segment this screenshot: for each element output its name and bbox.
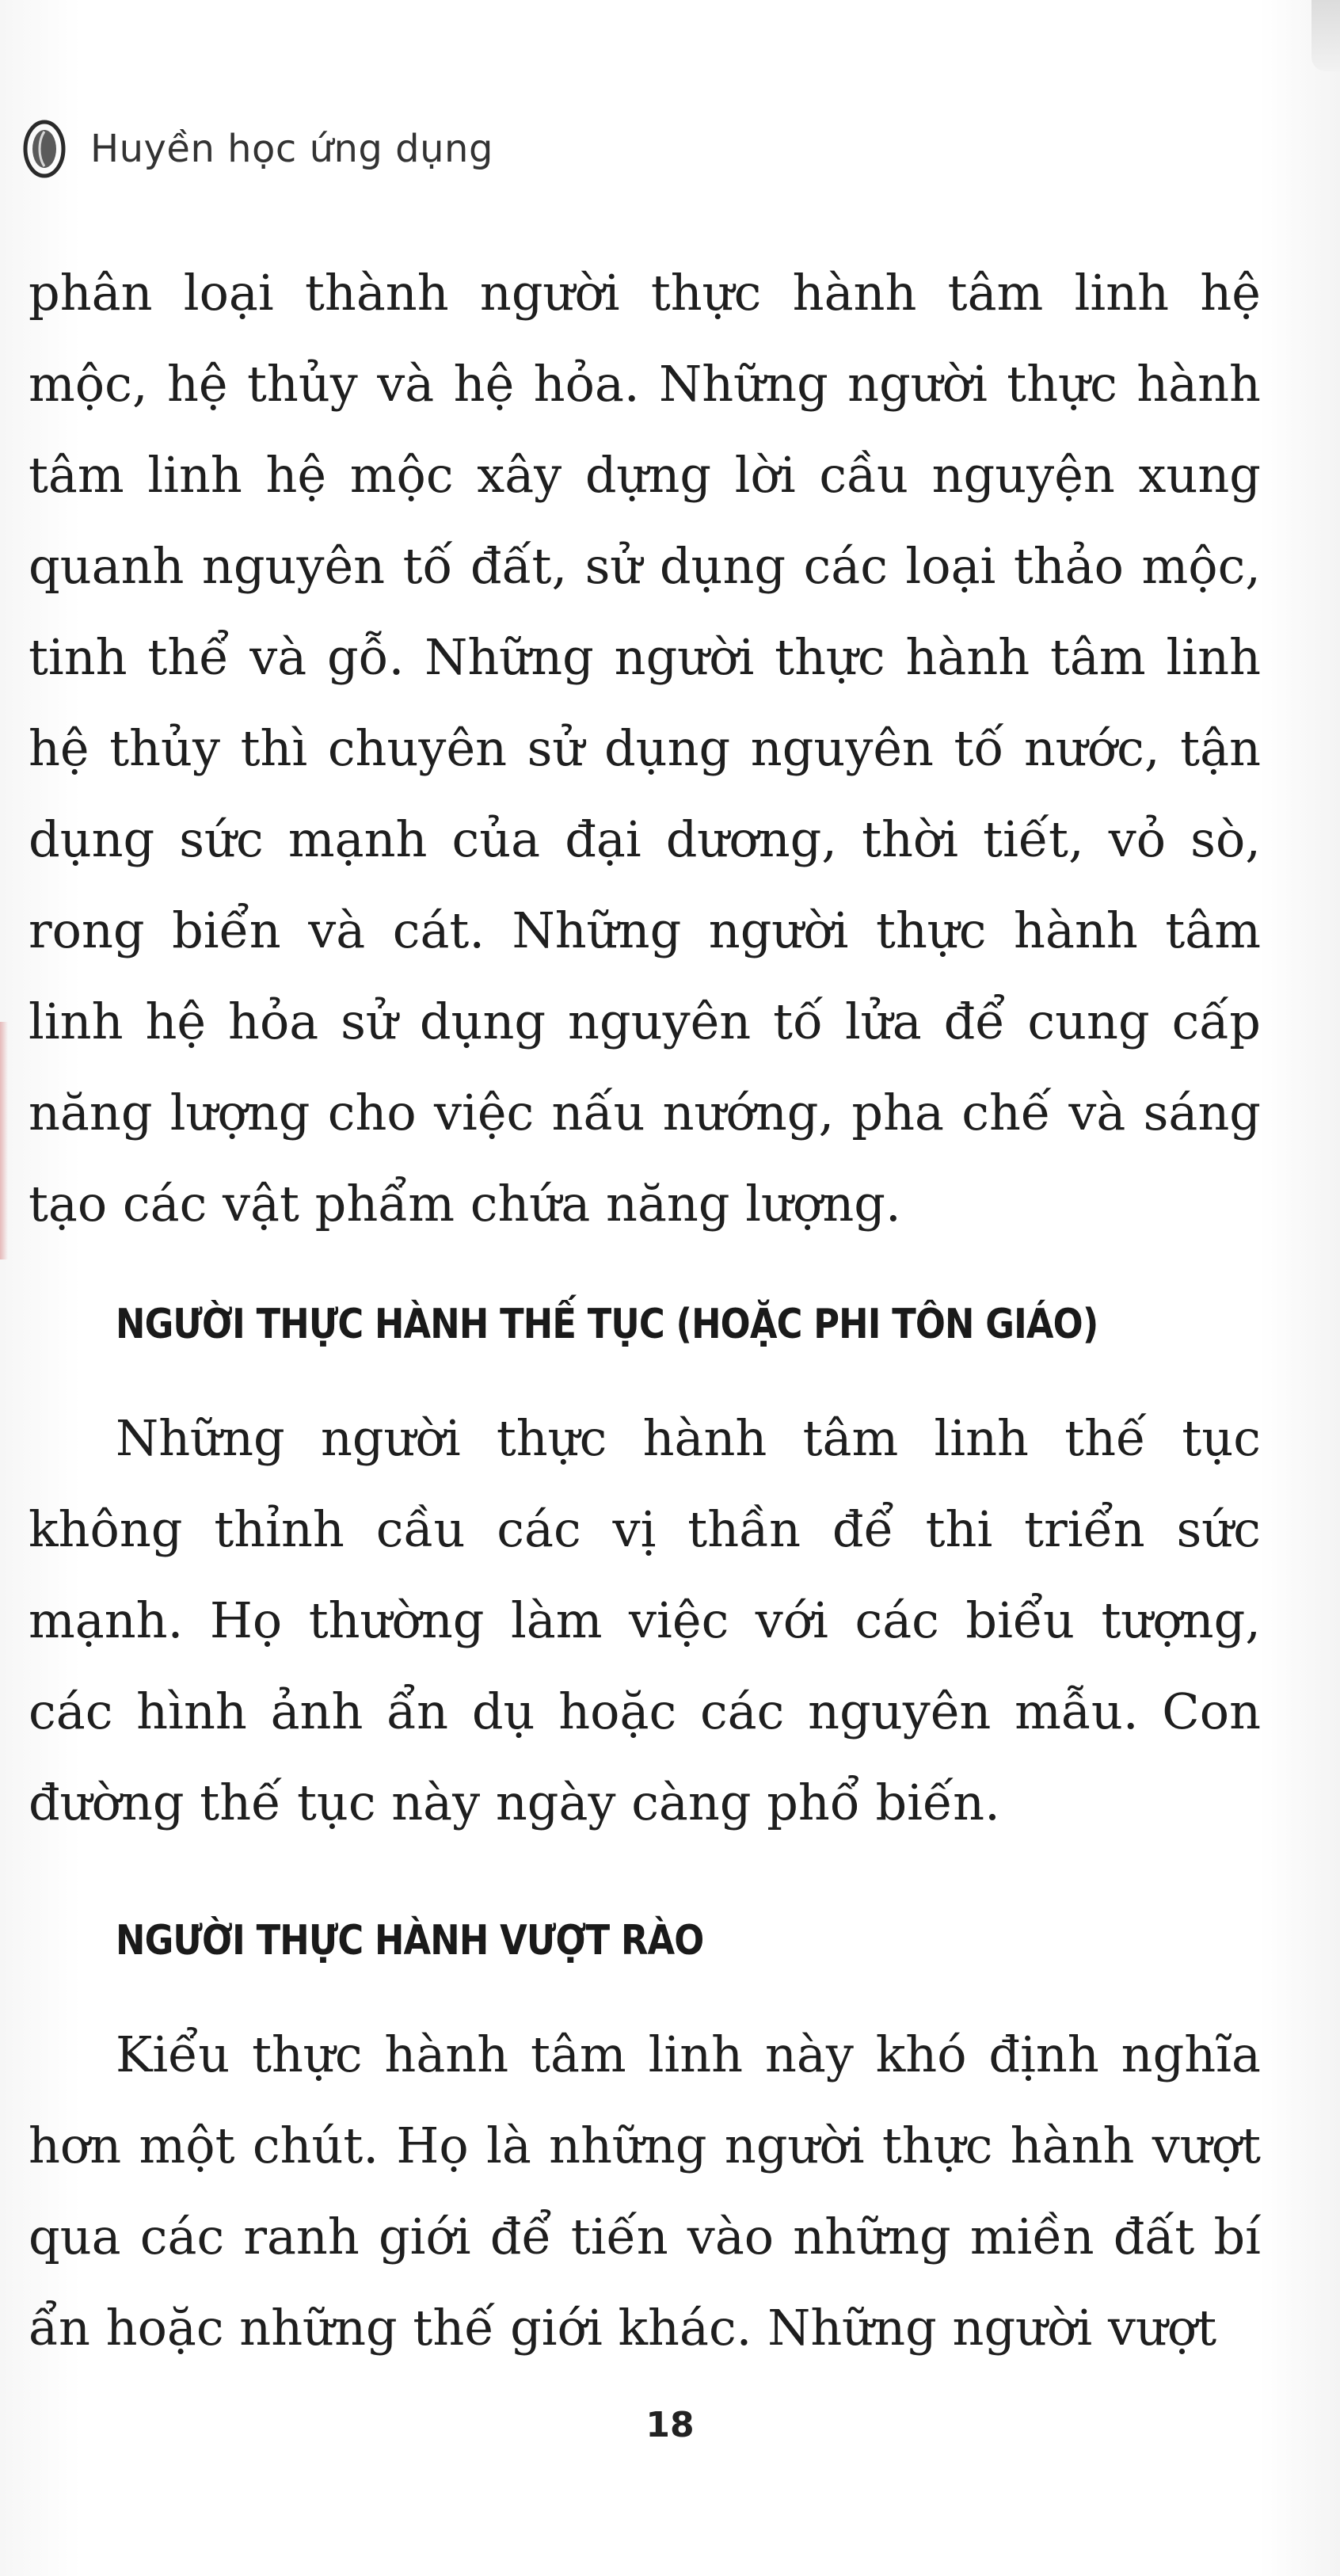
- body-paragraph: Kiểu thực hành tâm linh này khó định nghĩa hơn một chút. Họ là những người thực hành vượt qua các ranh giới để tiến vào những miền đất bí ẩn hoặc những thế giới khác. Những người vượt: [29, 2025, 1261, 2357]
- page-corner-shadow: [1311, 0, 1340, 71]
- running-header: [22, 119, 493, 179]
- body-paragraph: phân loại thành người thực hành tâm linh hệ mộc, hệ thủy và hệ hỏa. Những người thực hành tâm linh hệ mộc xây dựng lời cầu nguyện xung quanh nguyên tố đất, sử dụng các loại thảo mộc, tinh thể và gỗ. Những người thực hành tâm linh hệ thủy thì chuyên sử dụng nguyên tố nước, tận dụng sức mạnh của đại dương, thời tiết, vỏ sò, rong biển và cát. Những người thực hành tâm linh hệ hỏa sử dụng nguyên tố lửa để cung cấp năng lượng cho việc nấu nướng, pha chế và sáng tạo các vật phẩm chứa năng lượng.: [29, 264, 1261, 1233]
- page-edge-tint: [0, 1022, 8, 1259]
- running-title: Huyền học ứng dụng: [90, 127, 493, 171]
- body-paragraph: Những người thực hành tâm linh thế tục không thỉnh cầu các vị thần để thi triển sức mạnh. Họ thường làm việc với các biểu tượng, các hình ảnh ẩn dụ hoặc các nguyên mẫu. Con đường thế tục này ngày càng phổ biến.: [29, 1409, 1261, 1831]
- section-heading-secular: NGƯỜI THỰC HÀNH THẾ TỤC (HOẶC PHI TÔN GIÁO): [116, 1301, 1098, 1348]
- leaf-circle-icon: [22, 119, 67, 179]
- section-heading-hedge: NGƯỜI THỰC HÀNH VƯỢT RÀO: [116, 1917, 704, 1964]
- page-number: 18: [645, 2405, 695, 2445]
